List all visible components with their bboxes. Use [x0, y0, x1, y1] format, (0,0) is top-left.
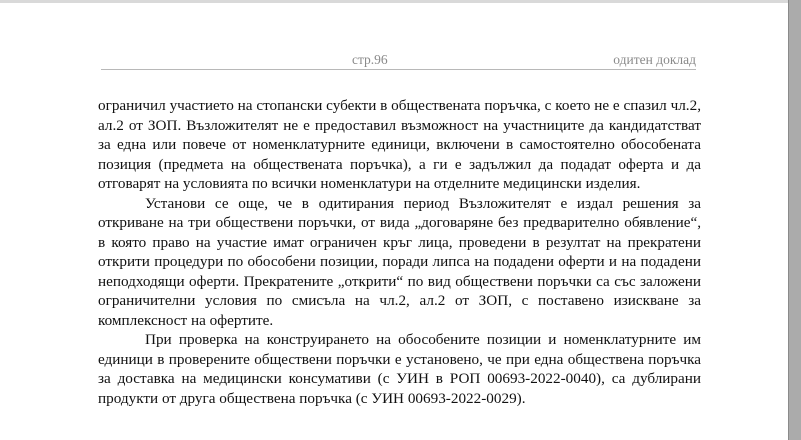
page-top-edge	[0, 0, 788, 3]
paragraph-procurement-orders: Установи се още, че в одитирания период Възложителят е издал решения за откриване на три обществени поръчки, от вида „договаряне без предварително обявление“, в която право на участие имат ограничен кръг лица, проведени в резултат на прекратени открити процедури по обособени позиции, поради липса на подадени оферти и на подадени неподходящи оферти. Прекратените „открити“ по вид обществени поръчки са със заложени ограничителни условия по смисъла на чл.2, ал.2 от ЗОП, с поставено изискване за комплексност на офертите.	[98, 194, 701, 329]
document-title: одитен доклад	[613, 52, 696, 67]
document-body[interactable]	[98, 96, 701, 408]
paragraph-duplicate-products: При проверка на конструирането на обособените позиции и номенклатурните им единици в проверените обществени поръчки е установено, че при една обществена поръчка за доставка на медицински консумативи (с УИН в РОП 00693-2022-0040), са дублирани продукти от друга обществена поръчка (с УИН 00693-2022-0029).	[98, 331, 701, 407]
page-header	[101, 52, 696, 70]
window-right-gutter	[789, 0, 801, 440]
page-number: стр.96	[352, 52, 388, 67]
paragraph-continuation: ограничил участието на стопански субекти в обществената поръчка, с което не е спазил чл.2, ал.2 от ЗОП. Възложителят не е предоставил възможност на участниците да кандидатстват за една или повече от номенклатурните единици, включени в самостоятелно обособената позиция (предмета на обществената поръчка), а ги е задължил да подадат оферта и да отговарят на условията по всички номенклатури на отделните медицински изделия.	[98, 97, 701, 192]
